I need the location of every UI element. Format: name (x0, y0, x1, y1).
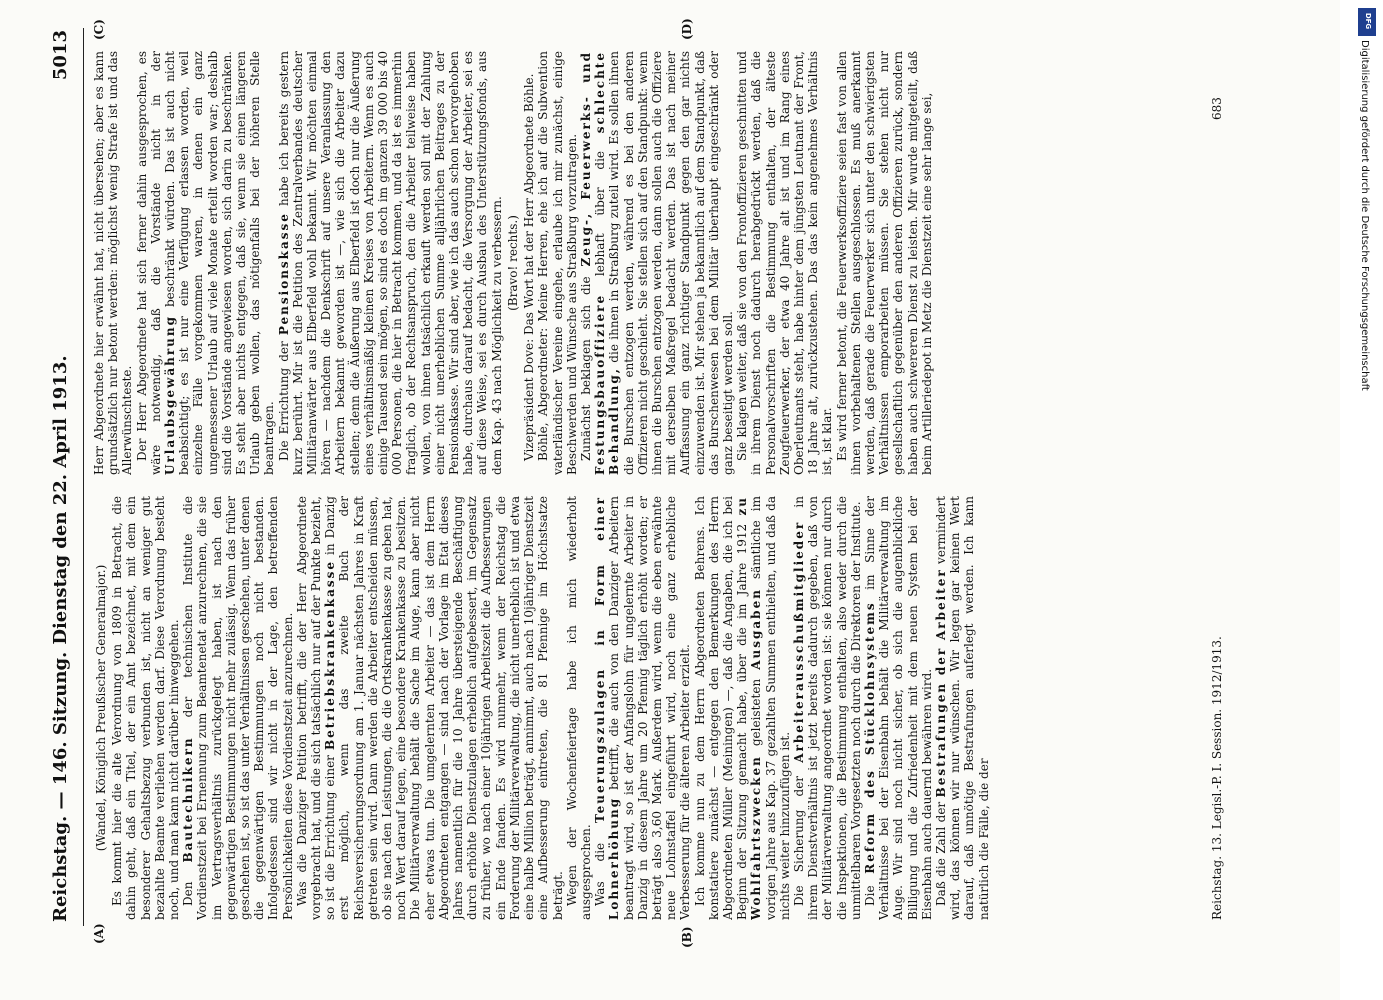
paragraph: Was die Danziger Petition betrifft, die der Herr Abgeordnete vorgebracht hat, und die sich tatsächlich nur auf der Punkte bezieht, so ist die Errichtung einer Betriebskrankenkasse in Danzig erst möglich, wenn das zweite Buch der Reichsversicherungsordnung am 1. Januar nächsten Jahres in Kraft getreten sein wird. Dann werden die Arbeiter entscheiden müssen, ob sie nach den Leistungen, die die Ortskrankenkasse zu geben hat, noch Wert darauf legen, eine besondere Krankenkasse zu besitzen. Die Militärverwaltung behält die Sache im Auge, kann aber nicht eher etwas tun. Die umgelernten Arbeiter — das ist dem Herrn Abgeordneten entgangen — sind nach der Vorlage im Etat dieses Jahres namentlich für die 10 Jahre übersteigende Beschäftigung durch erhöhte Dienstzulagen erheblich aufgebessert, im Gegensatz zu früher, wo nach einer 10jährigen Arbeitszeit die Aufbesserungen ein Ende fanden. Es wird nunmehr, wenn der Reichstag die Forderung der Militärverwaltung, die nicht unerheblich ist und etwa eine halbe Million beträgt, annimmt, auch nach 10jähriger Dienstzeit eine Aufbesserung eintreten, die 81 Pfennige im Höchstsatze beträgt. (294, 496, 565, 920)
footer-session: Reichstag. 13. Legisl.-P. I. Session. 1912/1913. (1210, 636, 1224, 920)
paragraph: Die Errichtung der Pensionskasse habe ich bereits gestern kurz berührt. Mir ist die Petition des Zentralverbandes deutscher Militäranwärter aus Elberfeld wohl bekannt. Wir möchten einmal hören — nachdem die Denkschrift auf unsere Veranlassung den Arbeitern bekannt geworden ist —, wie sich die Arbeiter dazu stellen; denn die Äußerung aus Elberfeld ist doch nur die Äußerung eines verhältnismäßig kleinen Kreises von Arbeitern. Wenn es auch einige Tausend sein mögen, so sind es doch im ganzen 39 000 bis 40 000 Personen, die hier in Betracht kommen, und da ist es immerhin fraglich, ob der Rechtsanspruch, den die Arbeiter teilweise haben wollen, von ihnen tatsächlich erkauft werden soll mit der Zahlung einer nicht unerheblichen Summe alljährlichen Beitrages zu der Pensionskasse. Wir sind aber, wie ich das auch schon hervorgehoben habe, durchaus darauf bedacht, die Versorgung der Arbeiter, sei es auf diese Weise, sei es durch Ausbau des Unterstützungsfonds, aus dem Kap. 43 nach Möglichkeit zu verbessern. (276, 51, 504, 475)
paragraph: Vizepräsident Dove: Das Wort hat der Herr Abgeordnete Böhle. (522, 73, 537, 461)
running-head-left: Reichstag. — 146. Sitzung. (50, 651, 71, 922)
paragraph: Was die Teuerungszulagen in Form einer Lohnerhöhung betrifft, die auch von den Danziger Arbeitern beantragt wird, so ist der Anfangslohn für ungelernte Arbeiter in Danzig in diesem Jahre um 20 Pfennig täglich erhöht worden; er beträgt also 3,60 Mark. Außerdem wird, wenn die eben erwähnte neue Lohnstaffel eingeführt wird, noch eine ganz erhebliche Verbesserung für die älteren Arbeiter erzielt. (593, 496, 693, 920)
running-head-date: Dienstag den 22. April 1913. (50, 355, 71, 645)
margin-mark-b: (B) (680, 926, 694, 948)
paragraph: Ich komme nun zu dem Herrn Abgeordneten Behrens. Ich konstatiere zunächst — entgegen den Bemerkungen des Herrn Abgeordneten Müller (Meiningen) —, daß die Angaben, die ich bei Beginn der Sitzung gemacht habe, über die im Jahre 1912 zu Wohlfahrtszwecken geleisteten Ausgaben sämtliche im vorigen Jahre aus Kap. 37 gezahlten Summen enthielten, und daß da nichts weiter hinzuzufügen ist. (692, 496, 792, 920)
left-column (92, 496, 1207, 920)
header-rule (83, 28, 84, 926)
paragraph: Böhle, Abgeordneter: Meine Herren, ehe ich auf die Subvention vaterländischer Vereine eingehe, erlaube ich mir zunächst, einige Beschwerden und Wünsche aus Straßburg vorzutragen. (536, 51, 579, 475)
paragraph: Zunächst beklagen sich die Zeug-, Feuerwerks- und Festungsbauoffiziere lebhaft über die schlechte Behandlung, die ihnen in Straßburg zuteil wird. Es sollen ihnen die Burschen entzogen werden, während es bei den anderen Offizieren nicht geschieht. Sie stellen sich auf den Standpunkt: wenn ihnen die Burschen entzogen werden, dann sollen auch die Offiziere mit derselben Maßregel bedacht werden. Das ist nach meiner Auffassung ein ganz richtiger Standpunkt gegen den gar nichts einzuwenden ist. Mir stehen ja bekanntlich auf dem Standpunkt, daß das Burschenwesen bei dem Militär überhaupt eingeschränkt oder ganz beseitigt werden soll. (578, 51, 735, 475)
paragraph: Die Reform des Stücklohnsystems im Sinne der Verhältnisse bei der Eisenbahn behält die Militärverwaltung im Auge. Wir sind noch nicht sicher, ob sich die augenblickliche Billigung und die Zufriedenheit mit dem neuen System bei der Eisenbahn auch dauernd bewähren wird. (862, 496, 934, 920)
paragraph: Es wird ferner betont, die Feuerwerksoffiziere seien fast von allen ihnen vorbehaltenen Stellen ausgeschlossen. Es muß anerkannt werden, daß gerade die Feuerwerker sich unter den schwierigsten Verhältnissen emporarbeiten müssen. Sie stehen nicht nur gesellschaftlich gegenüber den anderen Offizieren zurück, sondern haben auch schwereren Dienst zu leisten. Mir wurde mitgeteilt, daß beim Artilleriedepot in Metz die Dienstzeit eine sehr lange sei, (834, 51, 934, 475)
paragraph: Die Sicherung der Arbeiterausschußmitglieder in ihrem Dienstverhältnis ist jetzt bereits dadurch gegeben, daß von der Militärverwaltung angeordnet worden ist: sie können nur durch die Inspektionen, die Bestimmung enthalten, also weder durch die unmittelbaren Vorgesetzten noch durch die Direktoren der Institute. (791, 496, 863, 920)
margin-mark-a: (A) (92, 923, 106, 944)
page-number: 5013 (50, 30, 71, 81)
paragraph: Herr Abgeordnete hier erwähnt hat, nicht übersehen; aber es kann grundsätzlich nur betont werden: möglichst wenig Strafe ist und das Allerwünschteste. (92, 51, 135, 475)
paragraph: Sie klagen weiter, daß sie von den Frontoffizieren geschnitten und in ihrem Dienst noch dadurch herabgedrückt werden, daß die Personalvorschriften die Bestimmung enthalten, der älteste Zeugfeuerwerker, der etwa 40 Jahre alt ist und im Rang eines Oberleutnants steht, habe hinter dem jüngsten Leutnant der Front, 18 Jahre alt, zurückzustehen. Das das kein angenehmes Verhältnis ist, ist klar. (735, 51, 835, 475)
paragraph: Es kommt hier die alte Verordnung von 1809 in Betracht, die dahin geht, daß ein Titel, der ein Amt bezeichnet, mit dem ein besonderer Gehaltsbezug verbunden ist, nicht an weniger gut bezahlte Beamte verliehen werden darf. Diese Verordnung besteht noch, und man kann nicht darüber hinweggehen. (110, 496, 182, 920)
margin-mark-d: (D) (680, 18, 694, 40)
applause-note: (Bravo! rechts.) (505, 215, 520, 311)
dfg-logo: DFG (1358, 8, 1376, 36)
margin-mark-c: (C) (92, 19, 106, 40)
right-column (92, 51, 1207, 475)
paragraph: Wegen der Wochenfeiertage habe ich mich wiederholt ausgesprochen. (564, 496, 593, 920)
footer-sheet-number: 683 (1210, 97, 1224, 120)
speaker-note: (Wandel, Königlich Preußischer Generalmajor.) (94, 564, 108, 852)
paragraph: Der Herr Abgeordnete hat sich ferner dahin ausgesprochen, es wäre notwendig, daß die Vorstände nicht in der Urlaubsgewährung beschränkt würden. Das ist auch nicht beabsichtigt; es ist nur eine Verfügung erlassen worden, weil einzelne Fälle vorgekommen waren, in denen ein ganz ungemessener Urlaub auf viele Monate erteilt worden war; deshalb sind die Vorstände angewiesen worden, sich darin zu beschränken. Es steht aber nichts entgegen, daß sie, wenn sie einen längeren Urlaub geben wollen, das nötigenfalls bei der höheren Stelle beantragen. (134, 51, 277, 475)
paragraph: Den Bautechnikern der technischen Institute die Vordienstzeit bei Ernennung zum Beamtenetat anzurechnen, die sie im Vertragsverhältnis zurückgelegt haben, ist nach den gegenwärtigen Bestimmungen nicht mehr zulässig. Wenn das früher geschehen ist, so ist das unter Verhältnissen geschehen, unter denen die gegenwärtigen Bestimmungen noch nicht bestanden. Infolgedessen sind wir nicht in der Lage, den betreffenden Persönlichkeiten diese Vordienstzeit anzurechnen. (181, 496, 295, 920)
paragraph: Daß die Zahl der Bestrafungen der Arbeiter vermindert wird, das können wir nur wünschen. Wir legen gar keinen Wert darauf, daß unnötige Bestrafungen auferlegt werden. Ich kann natürlich die Fälle, die der (933, 496, 991, 920)
digitization-credit: Digitalisierung gefördert durch die Deutsche Forschungsgemeinschaft (1359, 40, 1370, 391)
